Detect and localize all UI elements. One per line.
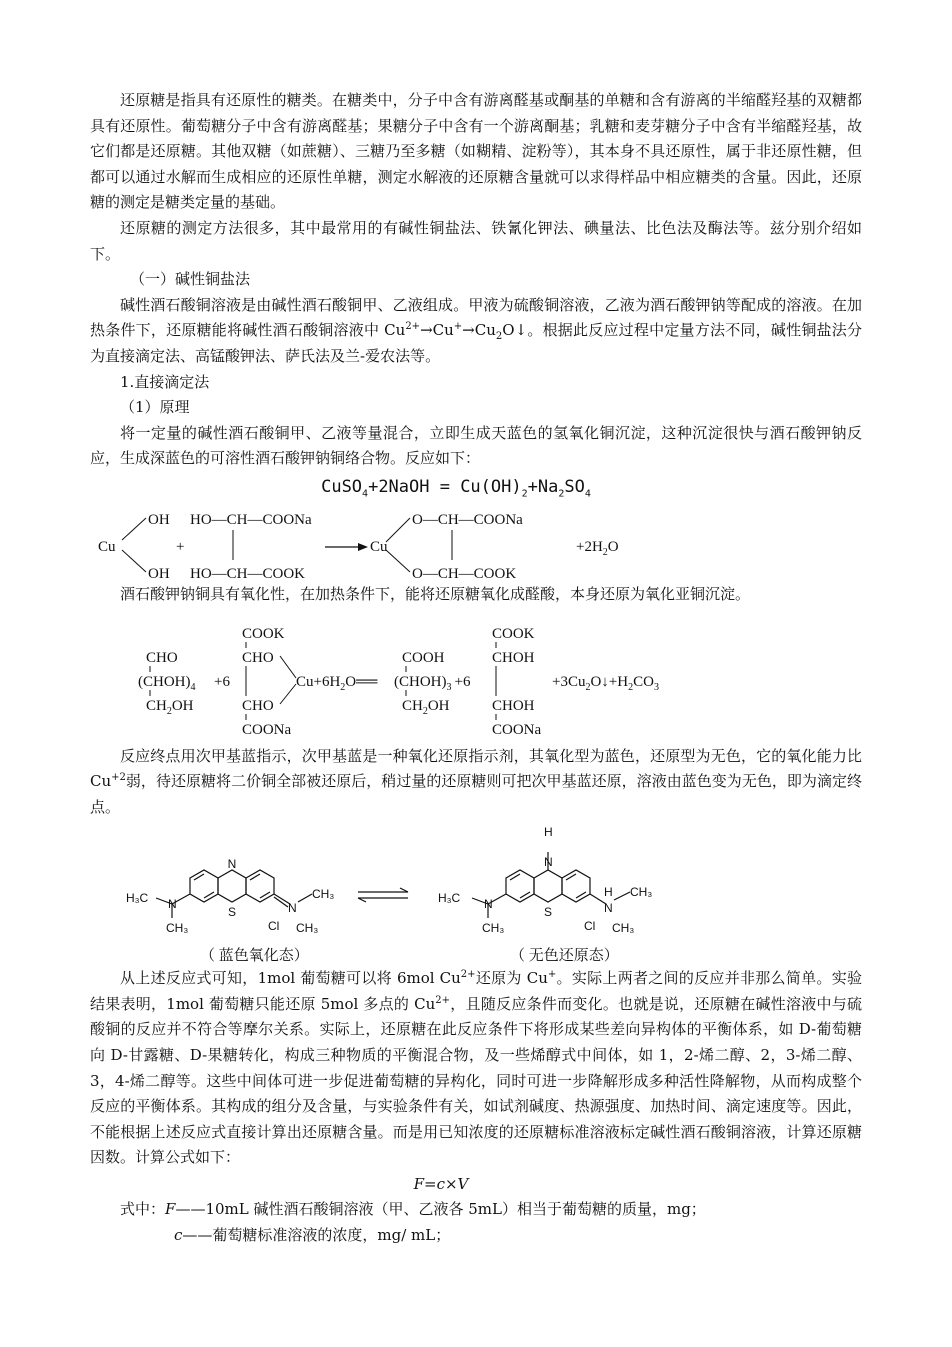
- mb-ox-n-left: N: [168, 897, 177, 912]
- mb-ox-ch3-bottom: CH₃: [296, 921, 319, 936]
- mb-ox-ring-n: N: [227, 857, 237, 872]
- oh-top: OH: [148, 511, 170, 528]
- mb-red-ch3-bottom: CH₃: [612, 921, 635, 936]
- glucose-ch2oh: $CH_2OH$: [146, 697, 194, 717]
- mb-red-ch3-left: CH₃: [482, 921, 505, 936]
- gluconic-ch2oh: $CH_2OH$: [402, 697, 450, 717]
- heading-alkaline-copper: （一）碱性铜盐法: [130, 270, 251, 289]
- mb-red-h3c: H₃C: [438, 891, 461, 906]
- paragraph-methods: 还原糖的测定方法很多，其中最常用的有碱性铜盐法、铁氰化钾法、碘量法、比色法及酶法等。兹分别介绍如下。: [90, 218, 862, 263]
- cu-label: Cu: [98, 538, 116, 555]
- label-reduced: （ 无色还原态）: [510, 948, 619, 965]
- complex-top: O—CH—COONa: [412, 511, 523, 528]
- cu2o-h2co3: $+3Cu_2O↓+H_2CO_3$: [552, 673, 659, 693]
- definition-f: 式中：F——10mL 碱性酒石酸铜溶液（甲、乙液各 5mL）相当于葡萄糖的质量，mg；: [120, 1200, 706, 1219]
- reaction-glucose-oxidation: [90, 608, 862, 744]
- cu-label-product: Cu: [370, 538, 388, 555]
- tartrate-cho-bottom: CHO: [242, 697, 274, 714]
- document-page: [90, 88, 862, 1248]
- mb-ox-ring-s: S: [227, 905, 237, 920]
- mb-ox-h3c: H₃C: [126, 891, 149, 906]
- mb-red-ch3-right: CH₃: [630, 885, 653, 900]
- tartrate-coona: COONa: [242, 721, 292, 738]
- plus-sign: +: [176, 538, 185, 555]
- coef-6-left: +6: [214, 673, 230, 690]
- definition-c: c——葡萄糖标准溶液的浓度，mg/ mL；: [174, 1225, 451, 1244]
- heading-direct-titration: 1.直接滴定法: [120, 372, 210, 391]
- paragraph-fehling: 碱性酒石酸铜溶液是由碱性酒石酸铜甲、乙液组成。甲液为硫酸铜溶液，乙液为酒石酸钾钠等配成的溶液。在加热条件下，还原糖能将碱性酒石酸铜溶液中 $Cu^{2+}\to Cu^+\to Cu_2O↓$。根据此反应过程中定量方法不同，碱性铜盐法分为直接滴定法、高锰酸钾法、萨氏法及兰-爱农法等。: [90, 295, 862, 365]
- reaction-copper-tartrate: [90, 502, 862, 582]
- label-oxidized: （ 蓝色氧化态）: [200, 948, 309, 965]
- tartrate-cho-top: CHO: [242, 649, 274, 666]
- methylene-blue-structures: [90, 820, 862, 966]
- equation-cuso4: CuSO$_4$+2NaOH = $Cu(OH)_2+Na_2SO_4$: [321, 476, 591, 500]
- paragraph-principle: 将一定量的碱性酒石酸铜甲、乙液等量混合，立即生成天蓝色的氢氧化铜沉淀，这种沉淀很快与酒石酸钾钠反应，生成深蓝色的可溶性酒石酸钾钠铜络合物。反应如下：: [90, 423, 862, 468]
- paragraph-stoichiometry: 从上述反应式可知，1mol 葡萄糖可以将 6mol $Cu^{2+}$还原为 Cu+。实际上两者之间的反应并非那么简单。实验结果表明，1mol 葡萄糖只能还原 5mol 多点的 $Cu^{2+}$，且随反应条件而变化。也就是说，还原糖在碱性溶液中与硫酸铜的反应并不符合等摩尔关系。实际上，还原糖在此反应条件下将形成某些差向异构体的平衡体系，如 D-葡萄糖向 D-甘露糖、D-果糖转化，构成三种物质的平衡混合物，及一些烯醇式中间体，如 1，2-烯二醇、2，3-烯二醇、3，4-烯二醇等。这些中间体可进一步促进葡萄糖的异构化，同时可进一步降解形成多种活性降解物，从而构成整个反应的平衡体系。其构成的组分及含量，与实验条件有关，如试剂碱度、热源强度、加热时间、滴定速度等。因此，不能根据上述反应式直接计算出还原糖含量。而是用已知浓度的还原糖标准溶液标定碱性酒石酸铜溶液，计算还原糖因数。计算公式如下：: [90, 969, 862, 1167]
- paragraph-indicator: 反应终点用次甲基蓝指示，次甲基蓝是一种氧化还原指示剂，其氧化型为蓝色，还原型为无色，它的氧化能力比 $Cu^{+2}$弱，待还原糖将二价铜全部被还原后，稍过量的还原糖则可把次甲基蓝还原，溶液由蓝色变为无色，即为滴定终点。: [90, 746, 862, 816]
- tartaric-cook: COOK: [492, 625, 535, 642]
- water-product: $+2H_2O$: [576, 538, 619, 558]
- tartaric-choh-top: CHOH: [492, 649, 535, 666]
- glucose-cho: CHO: [146, 649, 178, 666]
- mb-ox-n-right: N: [288, 901, 297, 916]
- mb-red-h-top: H: [544, 825, 553, 840]
- gluconic-choh: $(CHOH)_3 +6$: [394, 673, 471, 693]
- glucose-choh: $(CHOH)_4$: [138, 673, 196, 693]
- tartrate-cook: COOK: [242, 625, 285, 642]
- mb-red-ring-n: N: [544, 855, 553, 870]
- gluconic-cooh: COOH: [402, 649, 445, 666]
- tartrate-top: HO—CH—COONa: [190, 511, 312, 528]
- tartaric-coona: COONa: [492, 721, 542, 738]
- mb-red-h-right: H: [604, 885, 613, 900]
- tartaric-choh-bottom: CHOH: [492, 697, 535, 714]
- mb-ox-cl: Cl: [268, 919, 280, 934]
- tartrate-bottom: HO—CH—COOK: [190, 565, 306, 582]
- mb-ox-ch3-left: CH₃: [166, 921, 189, 936]
- formula-f-cv: F=c×V: [413, 1175, 469, 1194]
- heading-principle: （1）原理: [120, 398, 190, 417]
- mb-red-n-right: N: [604, 901, 613, 916]
- cu-water: $Cu+6H_2O══$: [296, 673, 378, 693]
- oh-bottom: OH: [148, 565, 170, 582]
- mb-red-cl: Cl: [584, 919, 596, 934]
- mb-ox-ch3-right: CH₃: [312, 887, 335, 902]
- paragraph-intro: 还原糖是指具有还原性的糖类。在糖类中，分子中含有游离醛基或酮基的单糖和含有游离的半缩醛羟基的双糖都具有还原性。葡萄糖分子中含有游离醛基；果糖分子中含有一个游离酮基；乳糖和麦芽糖分子中含有半缩醛羟基，故它们都是还原糖。其他双糖（如蔗糖）、三糖乃至多糖（如糊精、淀粉等），其本身不具还原性，属于非还原性糖，但都可以通过水解而生成相应的还原性单糖，测定水解液的还原糖含量就可以求得样品中相应糖类的含量。因此，还原糖的测定是糖类定量的基础。: [90, 91, 862, 212]
- mb-red-n-left: N: [484, 897, 493, 912]
- mb-red-ring-s: S: [543, 905, 553, 920]
- paragraph-oxidation: 酒石酸钾钠铜具有氧化性，在加热条件下，能将还原糖氧化成醛酸，本身还原为氧化亚铜沉淀。: [120, 584, 751, 603]
- complex-bottom: O—CH—COOK: [412, 565, 517, 582]
